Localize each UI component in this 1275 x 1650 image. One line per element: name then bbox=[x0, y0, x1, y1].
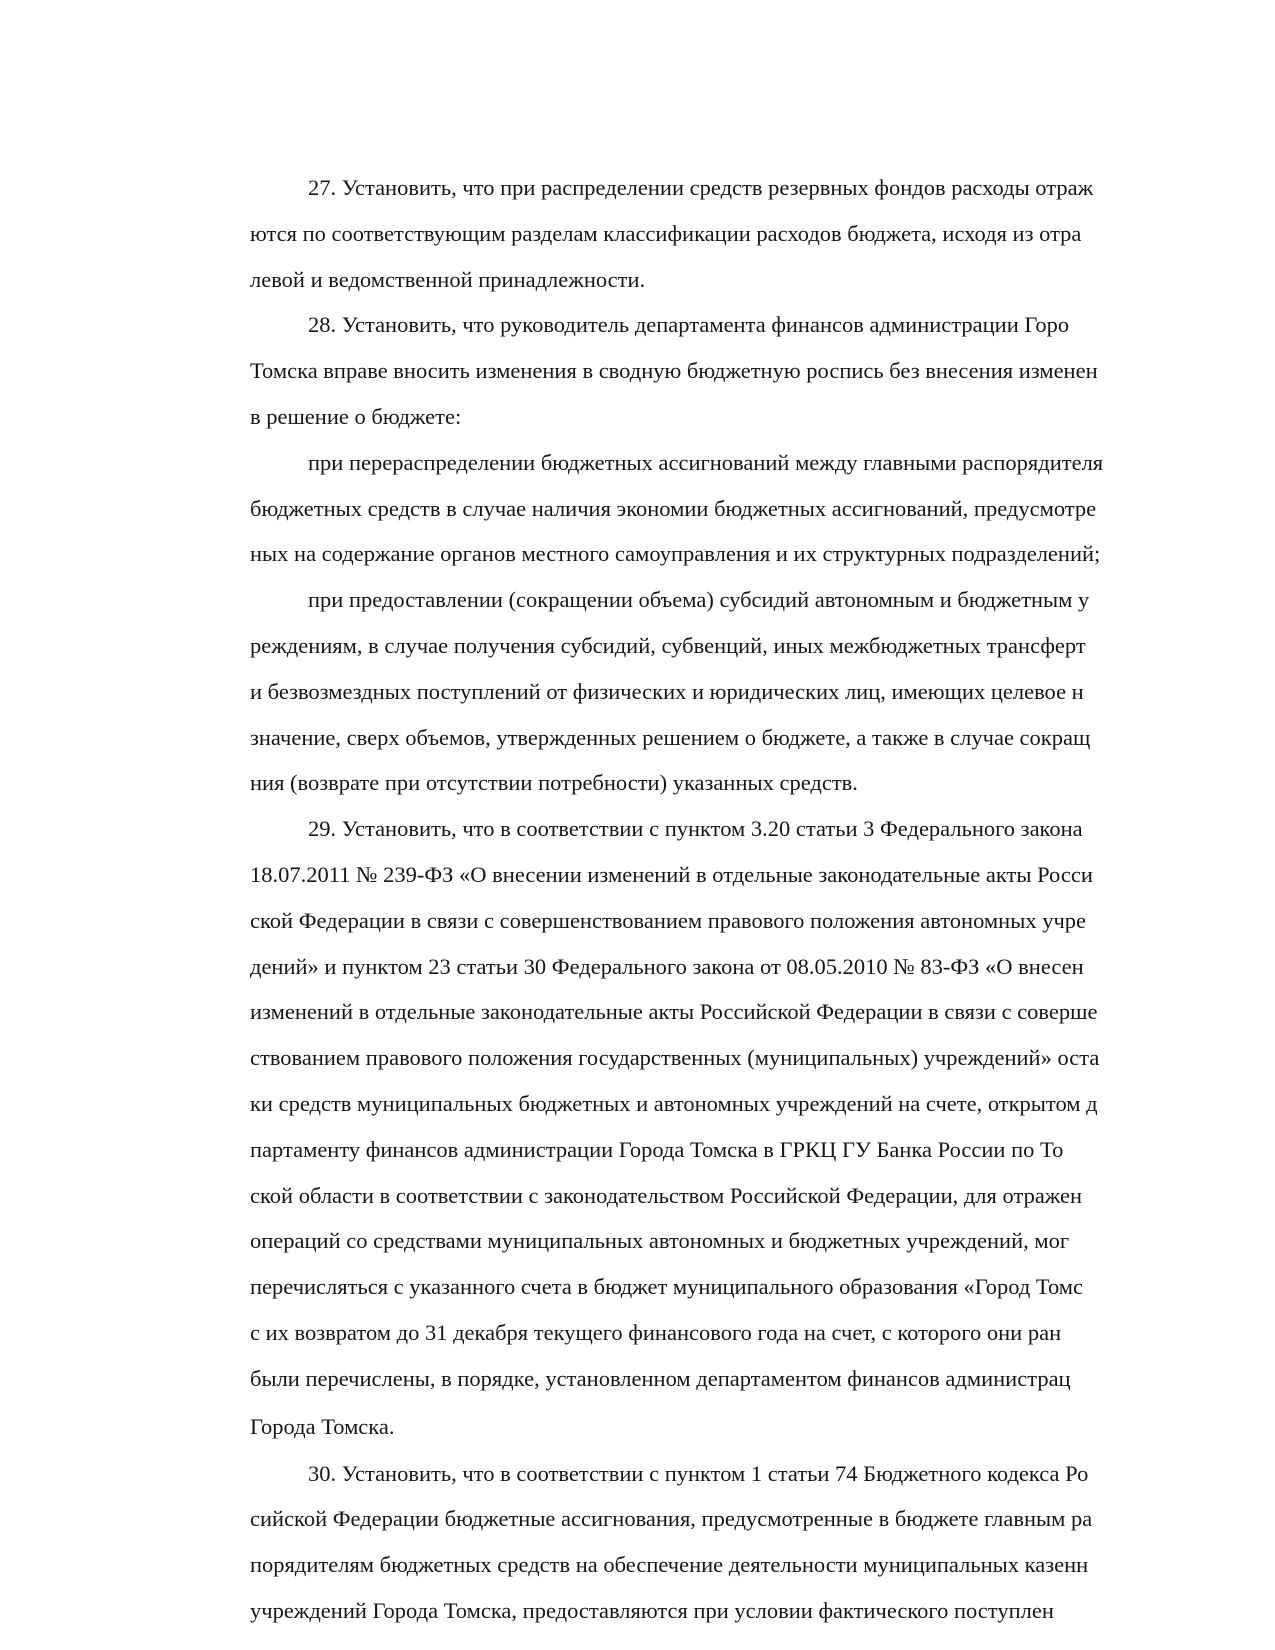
paragraph-28b-line-1: при предоставлении (сокращении объема) субсидий автономным и бюджетным у bbox=[308, 587, 1090, 613]
paragraph-28b-line-4: значение, сверх объемов, утвержденных решением о бюджете, а также в случае сокращ bbox=[250, 724, 1091, 750]
paragraph-30-line-1: 30. Установить, что в соответствии с пунктом 1 статьи 74 Бюджетного кодекса Ро bbox=[308, 1460, 1089, 1486]
paragraph-28b-line-3: и безвозмездных поступлений от физических и юридических лиц, имеющих целевое н bbox=[250, 678, 1084, 704]
paragraph-29-line-7: ки средств муниципальных бюджетных и автономных учреждений на счете, открытом д bbox=[250, 1090, 1098, 1116]
paragraph-28a-line-2: бюджетных средств в случае наличия экономии бюджетных ассигнований, предусмотре bbox=[250, 495, 1097, 521]
paragraph-28a-line-3: ных на содержание органов местного самоуправления и их структурных подразделений; bbox=[250, 541, 1101, 567]
paragraph-29-line-11: перечисляться с указанного счета в бюджет муниципального образования «Город Томс bbox=[250, 1274, 1083, 1300]
paragraph-28-line-2: Томска вправе вносить изменения в сводную бюджетную роспись без внесения изменен bbox=[250, 358, 1098, 384]
paragraph-29-line-10: операций со средствами муниципальных автономных и бюджетных учреждений, мог bbox=[250, 1228, 1070, 1254]
paragraph-29-line-3: ской Федерации в связи с совершенствованием правового положения автономных учре bbox=[250, 907, 1086, 933]
paragraph-29-line-8: партаменту финансов администрации Города Томска в ГРКЦ ГУ Банка России по То bbox=[250, 1136, 1064, 1162]
paragraph-29-line-6: ствованием правового положения государственных (муниципальных) учреждений» оста bbox=[250, 1045, 1100, 1071]
paragraph-28b-line-5: ния (возврате при отсутствии потребности) указанных средств. bbox=[250, 770, 858, 796]
paragraph-30-line-4: учреждений Города Томска, предоставляются при условии фактического поступлен bbox=[250, 1597, 1054, 1623]
paragraph-29-line-14: Города Томска. bbox=[250, 1413, 395, 1439]
paragraph-28-line-1: 28. Установить, что руководитель департамента финансов администрации Горо bbox=[308, 312, 1070, 338]
document-body bbox=[250, 165, 1275, 1634]
paragraph-28b-line-2: реждениям, в случае получения субсидий, субвенций, иных межбюджетных трансферт bbox=[250, 632, 1086, 658]
paragraph-29-line-1: 29. Установить, что в соответствии с пунктом 3.20 статьи 3 Федерального закона bbox=[308, 816, 1083, 842]
paragraph-29-line-2: 18.07.2011 № 239-ФЗ «О внесении изменений в отдельные законодательные акты Росси bbox=[250, 861, 1093, 887]
paragraph-30-line-3: порядителям бюджетных средств на обеспечение деятельности муниципальных казенн bbox=[250, 1552, 1089, 1578]
paragraph-27-line-3: левой и ведомственной принадлежности. bbox=[250, 266, 646, 292]
paragraph-28-line-3: в решение о бюджете: bbox=[250, 403, 462, 429]
paragraph-29-line-9: ской области в соответствии с законодательством Российской Федерации, для отражен bbox=[250, 1182, 1083, 1208]
paragraph-28a-line-1: при перераспределении бюджетных ассигнований между главными распорядителя bbox=[308, 449, 1104, 475]
paragraph-30-line-2: сийской Федерации бюджетные ассигнования, предусмотренные в бюджете главным ра bbox=[250, 1506, 1093, 1532]
paragraph-27-line-2: ются по соответствующим разделам классификации расходов бюджета, исходя из отра bbox=[250, 220, 1082, 246]
paragraph-29-line-13: были перечислены, в порядке, установленном департаментом финансов администрац bbox=[250, 1365, 1071, 1391]
paragraph-29-line-12: с их возвратом до 31 декабря текущего финансового года на счет, с которого они ран bbox=[250, 1319, 1062, 1345]
paragraph-27-line-1: 27. Установить, что при распределении средств резервных фондов расходы отраж bbox=[308, 175, 1094, 200]
paragraph-29-line-4: дений» и пунктом 23 статьи 30 Федерального закона от 08.05.2010 № 83-ФЗ «О внесен bbox=[250, 953, 1084, 979]
paragraph-29-line-5: изменений в отдельные законодательные акты Российской Федерации в связи с соверше bbox=[250, 999, 1098, 1025]
